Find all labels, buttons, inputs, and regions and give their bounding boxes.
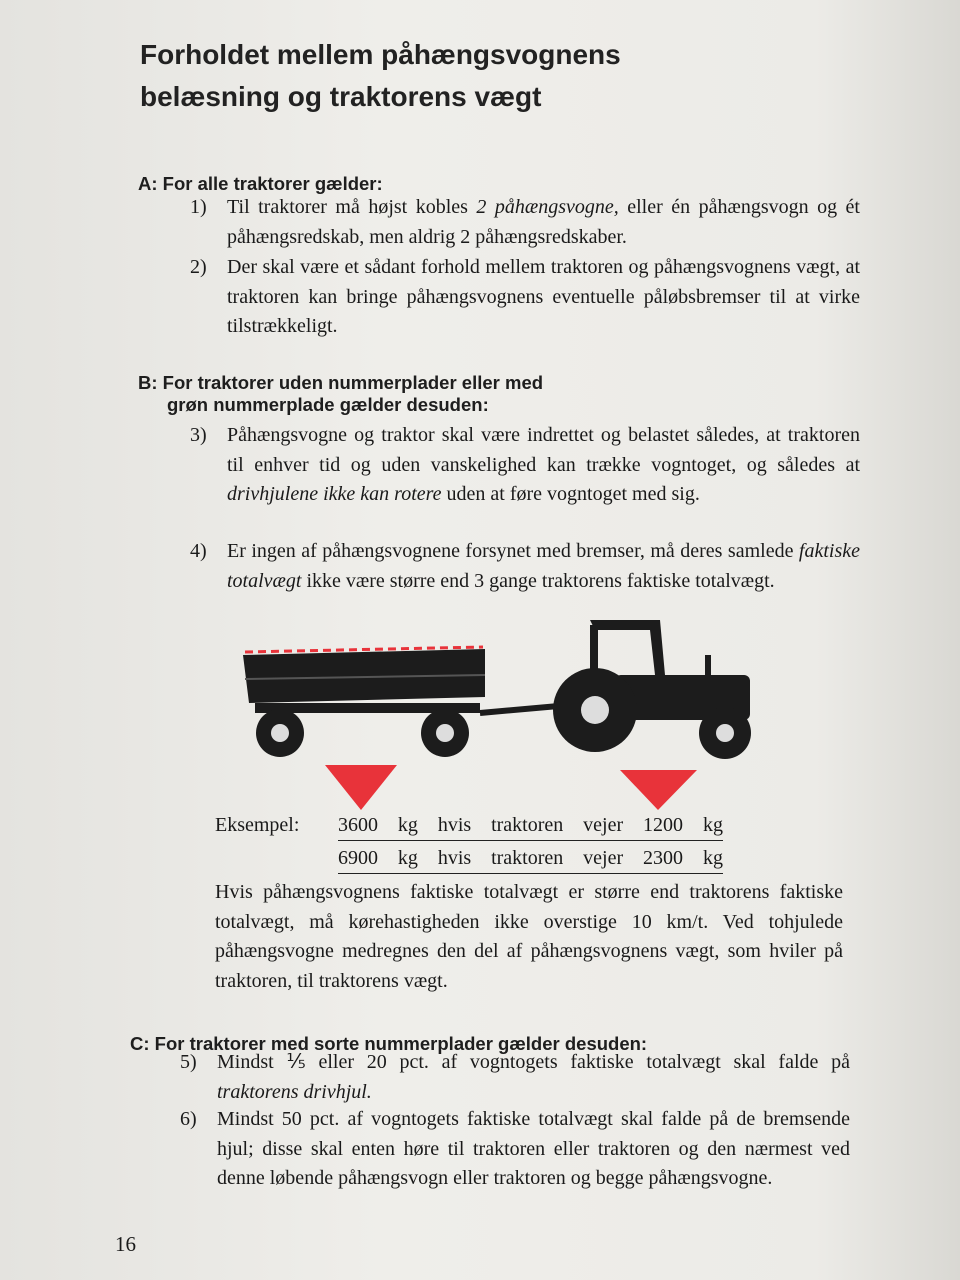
speed-paragraph: Hvis påhængsvognens faktiske totalvægt er større end traktorens faktiske totalvægt, må kørehastigheden ikke overstige 10 km/t. Ved tohjulede påhængsvogne medregnes den del af påhængsvognens vægt, som hviler på traktoren, til traktorens vægt. [215, 881, 843, 992]
heading-text: grøn nummerplade gælder desuden: [167, 394, 489, 415]
list-item [190, 421, 860, 510]
list-item [190, 537, 860, 596]
tractor-load-triangle [620, 770, 697, 810]
tractor-trailer-illustration [235, 615, 765, 815]
item-text: Mindst ⅕ eller 20 pct. af vogntogets faktiske totalvægt skal falde på traktorens drivhjul. [217, 1051, 850, 1103]
item-number: 1) [190, 196, 207, 218]
page-number: 16 [115, 1232, 136, 1256]
item-text: Til traktorer må højst kobles 2 påhængsvogne, eller én påhængsvogn og ét påhængsredskab, men aldrig 2 påhængsredskaber. [227, 196, 860, 248]
item-text: Mindst 50 pct. af vogntogets faktiske totalvægt skal falde på de bremsende hjul; disse skal enten høre til traktoren eller traktoren og den nærmest ved denne løbende påhængsvogn eller traktoren og begge påhængsvogne. [217, 1108, 850, 1189]
heading-text: B: For traktorer uden nummerplader eller med [138, 372, 544, 393]
example-row: 3600 kg hvis traktoren vejer 1200 kg [338, 810, 723, 841]
item-number: 5) [180, 1051, 197, 1073]
example-block [215, 810, 723, 869]
heading-text: C: For traktorer med sorte nummerplader gælder desuden: [130, 1033, 648, 1054]
title-line: Forholdet mellem påhængsvognens [140, 39, 621, 70]
item-number: 6) [180, 1108, 197, 1130]
section-a-heading [138, 173, 383, 195]
item-number: 2) [190, 256, 207, 278]
tractor-icon [553, 620, 751, 759]
title-line: belæsning og traktorens vægt [140, 81, 542, 112]
item-number: 4) [190, 540, 207, 562]
list-item [190, 193, 860, 252]
item-text: Påhængsvogne og traktor skal være indrettet og belastet således, at traktoren til enhver tid og uden vanskelighed kan trække vogntoget, og således at drivhjulene ikke kan rotere uden at føre vogntoget med sig. [227, 424, 860, 505]
list-item [180, 1105, 850, 1194]
list-item [180, 1048, 850, 1107]
item-text: Er ingen af påhængsvognene forsynet med bremser, må deres samlede faktiske totalvægt ikke være større end 3 gange traktorens faktiske totalvægt. [227, 540, 860, 592]
trailer-load-triangle [325, 765, 397, 810]
example-row: 6900 kg hvis traktoren vejer 2300 kg [338, 843, 723, 874]
heading-text: A: For alle traktorer gælder: [138, 173, 383, 194]
example-label: Eksempel: [215, 814, 300, 836]
item-text: Der skal være et sådant forhold mellem traktoren og påhængsvognens vægt, at traktoren kan bringe påhængsvognens eventuelle påløbsbremser til at virke tilstrækkeligt. [227, 256, 860, 337]
page-title [140, 34, 621, 118]
section-b-heading [138, 372, 543, 416]
list-item [190, 253, 860, 342]
item-number: 3) [190, 424, 207, 446]
trailer-icon [243, 647, 570, 757]
